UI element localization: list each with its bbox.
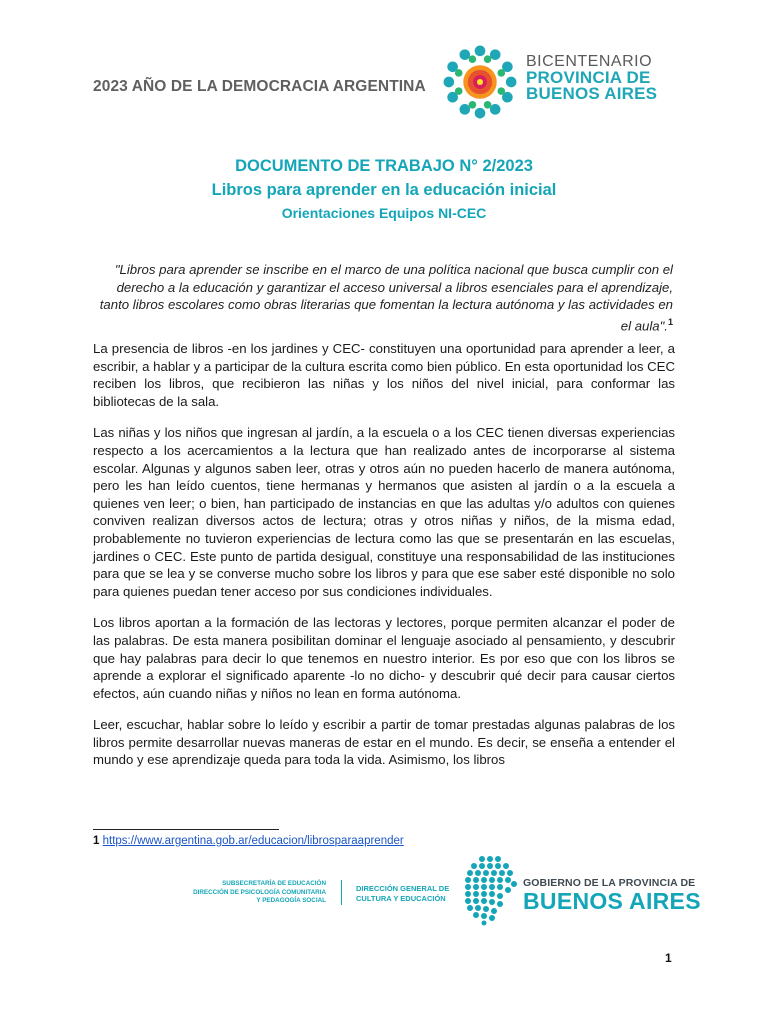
footer-sub-line3: Y PEDAGOGÍA SOCIAL [256,897,326,904]
footer-dgcye [356,884,449,903]
footer-dgcye-line1: DIRECCIÓN GENERAL DE [356,884,450,893]
footnote-link[interactable]: https://www.argentina.gob.ar/educacion/librosparaaprender [102,835,404,847]
page-number: 1 [665,951,672,965]
footer-divider [341,880,342,905]
footer-sub-line1: SUBSECRETARÍA DE EDUCACIÓN [222,880,326,887]
year-title: 2023 AÑO DE LA DEMOCRACIA ARGENTINA [93,78,426,95]
bicentenario-line1: BICENTENARIO [526,53,653,70]
document-subtitle: Libros para aprender en la educación inicial [211,181,557,199]
bicentenario-logo-text [526,54,657,102]
footer-subsecretaria [190,880,326,906]
bicentenario-line2: PROVINCIA DE [526,68,651,87]
bicentenario-flower-icon [442,44,518,120]
footnote-divider [93,829,279,830]
footnote-number: 1 [93,835,100,847]
gobierno-pba-logo-text [523,877,701,913]
body-text [93,340,675,783]
intro-quote [93,261,673,334]
document-title: DOCUMENTO DE TRABAJO N° 2/2023 [235,157,533,175]
footnote [93,835,404,847]
paragraph: Las niñas y los niños que ingresan al jardín, a la escuela o a los CEC tienen diversas experiencias respecto a los acercamientos a la lectura que han realizado antes de incorporarse al sistema escolar. Algunas y algunos saben leer, otras y otros aún no pueden hacerlo de manera autónoma, pero les han leído cuentos, tiene hermanas y hermanos que asisten al jardín o a la escuela a quienes ven leer; o bien, han participado de instancias en que las adultas y/o adultos con quienes conviven realizan diversos actos de lectura; otras y otros niñas y niños, de la misma edad, probablemente no tuvieron experiencias de lectura como las que se presentarán en las escuelas, jardines o CEC. Este punto de partida desigual, constituye una responsabilidad de las instituciones para que se lea y se converse mucho sobre los libros y para que ese saber esté disponible no solo para quienes puedan tener acceso por sus condiciones individuales. [93,425,675,599]
quote-footnote-mark[interactable]: 1 [667,316,673,327]
paragraph: Leer, escuchar, hablar sobre lo leído y escribir a partir de tomar prestadas algunas palabras de los libros permite desarrollar nuevas maneras de estar en el mundo. Es decir, se enseña a entender el mundo y ese aprendizaje queda para toda la vida. Asimismo, los libros [93,717,675,768]
gobierno-line2: BUENOS AIRES [523,888,701,914]
bicentenario-line3: BUENOS AIRES [526,84,658,103]
paragraph: La presencia de libros -en los jardines y CEC- constituyen una oportunidad para aprender a leer, a escribir, a hablar y a participar de la cultura escrita como bien público. En esta oportunidad los CEC reciben los libros, que recibieron las niñas y los niños del nivel inicial, para conformar las bibliotecas de la sala. [93,341,675,409]
footer-sub-line2: DIRECCIÓN DE PSICOLOGÍA COMUNITARIA [193,888,326,896]
paragraph: Los libros aportan a la formación de las lectoras y lectores, porque permiten alcanzar el poder de las palabras. De esta manera posibilitan dominar el lenguaje asociado al pensamiento, y descubrir que hay palabras para decir lo que tenemos en nuestro interior. Es por eso que con los libros se aprende a explorar el significado aparente -lo no dicho- y descubrir qué decir para causar ciertos efectos, aún cuando niñas y niños no lean en forma autónoma. [93,615,675,701]
quote-text: "Libros para aprender se inscribe en el marco de una política nacional que busca cumplir con el derecho a la educación y garantizar el acceso universal a libros esenciales para el aprendizaje, tanto libros escolares como obras literarias que fomentan la lectura autónoma y las actividades en el aula". [99,262,673,333]
footer-dgcye-line2: CULTURA Y EDUCACIÓN [356,893,446,903]
buenos-aires-map-icon [462,854,518,926]
gobierno-line1: GOBIERNO DE LA PROVINCIA DE [523,877,696,889]
document-orientation: Orientaciones Equipos NI-CEC [281,205,487,221]
